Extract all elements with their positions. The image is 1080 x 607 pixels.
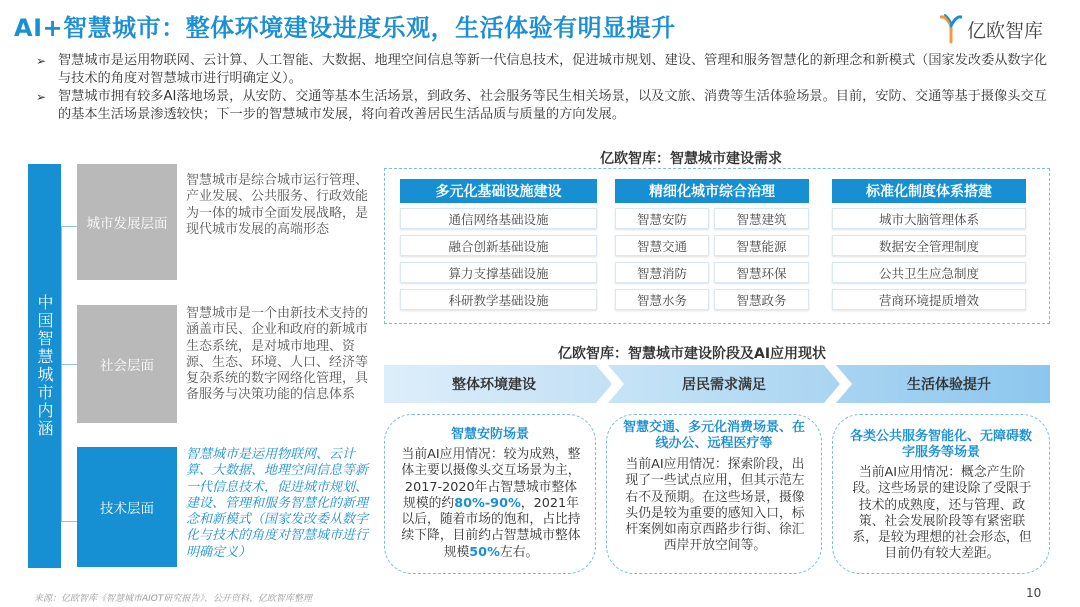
demand-column-head: 精细化城市综合治理 [615, 179, 809, 203]
level-urban-development [77, 164, 177, 280]
bullet-arrow-icon: ➢ [36, 54, 47, 68]
page-number: 10 [1026, 586, 1042, 600]
stage-label: 生活体验提升 [907, 377, 991, 393]
stage-label: 居民需求满足 [682, 377, 766, 393]
demand-item: 智慧交通 [615, 235, 709, 256]
demand-section-title: 亿欧智库：智慧城市建设需求 [600, 151, 782, 167]
level-label: 技术层面 [100, 501, 154, 517]
bullet-item [36, 88, 1056, 124]
level-label: 城市发展层面 [86, 216, 168, 232]
demand-item: 算力支撑基础设施 [400, 262, 597, 283]
stages-section-title: 亿欧智库：智慧城市建设阶段及AI应用现状 [558, 346, 827, 362]
card-title: 各类公共服务智能化、无障碍数字服务等场景 [849, 429, 1032, 460]
stage-card [832, 414, 1050, 574]
card-highlight: 50% [469, 544, 500, 560]
brand-logo [940, 14, 1043, 44]
bullet-text: 智慧城市拥有较多AI落地场景，从安防、交通等基本生活场景，到政务、社会服务等民生相关场景，以及文旅、消费等生活体验场景。目前，安防、交通等基于摄像头交互的基本生活场景渗透较快；下一步的智慧城市发展，将向着改善居民生活品质与质量的方向发展。 [58, 89, 1047, 122]
source-note: 来源：亿欧智库《智慧城市AIOT研究报告》、公开资料、亿欧智库整理 [34, 594, 312, 604]
stage-card [384, 414, 596, 574]
demand-column-head: 多元化基础设施建设 [400, 179, 597, 203]
card-text: 当前AI应用情况：较为成熟，整体主要以摄像头交互场景为主，2017-2020年占智慧城市整体规模的约 [401, 447, 581, 511]
demand-item: 通信网络基础设施 [400, 208, 597, 229]
level-connector-mid [61, 364, 77, 365]
demand-item: 城市大脑管理体系 [832, 208, 1026, 229]
page-title: AI+智慧城市：整体环境建设进度乐观，生活体验有明显提升 [14, 14, 676, 42]
intro-bullets [36, 52, 1056, 124]
card-title: 智慧安防场景 [450, 427, 529, 442]
demand-item: 科研教学基础设施 [400, 289, 597, 310]
card-title: 智慧交通、多元化消费场景、在线办公、远程医疗等 [622, 420, 805, 451]
card-body: 当前AI应用情况：探索阶段，出现了一些试点应用，但其示范左右不及预期。在这些场景，摄像头仍是较为重要的感知入口，标杆案例如南京西路步行街、徐汇西岸开放空间等。 [625, 457, 805, 554]
demand-item: 营商环境提质增效 [832, 289, 1026, 310]
demand-item: 数据安全管理制度 [832, 235, 1026, 256]
card-body [399, 447, 583, 561]
level-technical [77, 447, 177, 567]
demand-item: 智慧环保 [714, 262, 809, 283]
level-connector [61, 226, 77, 522]
connotation-label-bar [28, 164, 61, 568]
level-description: 智慧城市是运用物联网、云计算、大数据、地理空间信息等新一代信息技术，促进城市规划、建设、管理和服务智慧化的新理念和新模式（国家发改委从数字化与技术的角度对智慧城市进行明确定义） [186, 447, 369, 560]
level-label: 社会层面 [100, 358, 154, 374]
bullet-arrow-icon: ➢ [36, 90, 47, 104]
demand-item: 智慧能源 [714, 235, 809, 256]
demand-item: 智慧消防 [615, 262, 709, 283]
demand-item: 融合创新基础设施 [400, 235, 597, 256]
stage-label: 整体环境建设 [452, 377, 536, 393]
level-description: 智慧城市是一个由新技术支持的涵盖市民、企业和政府的新城市生态系统，是对城市地理、资源、生态、环境、人口、经济等复杂系统的数字网络化管理，具备服务与决策功能的信息体系 [186, 306, 369, 403]
stage-card [606, 414, 822, 574]
card-text: ，2021年以后，随着市场的饱和，占比持续下降，目前约占智慧城市整体规模 [401, 495, 581, 560]
yiou-logo-icon [940, 14, 962, 44]
demand-column-head: 标准化制度体系搭建 [832, 179, 1026, 203]
demand-item: 智慧安防 [615, 208, 709, 229]
bullet-item [36, 52, 1056, 88]
logo-text: 亿欧智库 [967, 19, 1044, 42]
level-description: 智慧城市是综合城市运行管理、产业发展、公共服务、行政效能为一体的城市全面发展战略，是现代城市发展的高端形态 [186, 173, 369, 237]
demand-item: 智慧水务 [615, 289, 709, 310]
card-body: 当前AI应用情况：概念产生阶段。这些场景的建设除了受限于技术的成熟度，还与管理、政策、社会发展阶段等有紧密联系，是较为理想的社会形态，但目前仍有较大差距。 [852, 465, 1032, 562]
demand-item: 智慧政务 [714, 289, 809, 310]
demand-item: 公共卫生应急制度 [832, 262, 1026, 283]
card-text: 左右。 [499, 544, 539, 560]
bullet-text: 智慧城市是运用物联网、云计算、人工智能、大数据、地理空间信息等新一代信息技术，促进城市规划、建设、管理和服务智慧化的新理念和新模式（国家发改委从数字化与技术的角度对智慧城市进行明确定义）。 [58, 53, 1048, 86]
card-highlight: 80%-90% [454, 495, 521, 511]
demand-item: 智慧建筑 [714, 208, 809, 229]
level-social [77, 305, 177, 423]
connotation-label: 中国智慧城市内涵 [35, 294, 54, 438]
